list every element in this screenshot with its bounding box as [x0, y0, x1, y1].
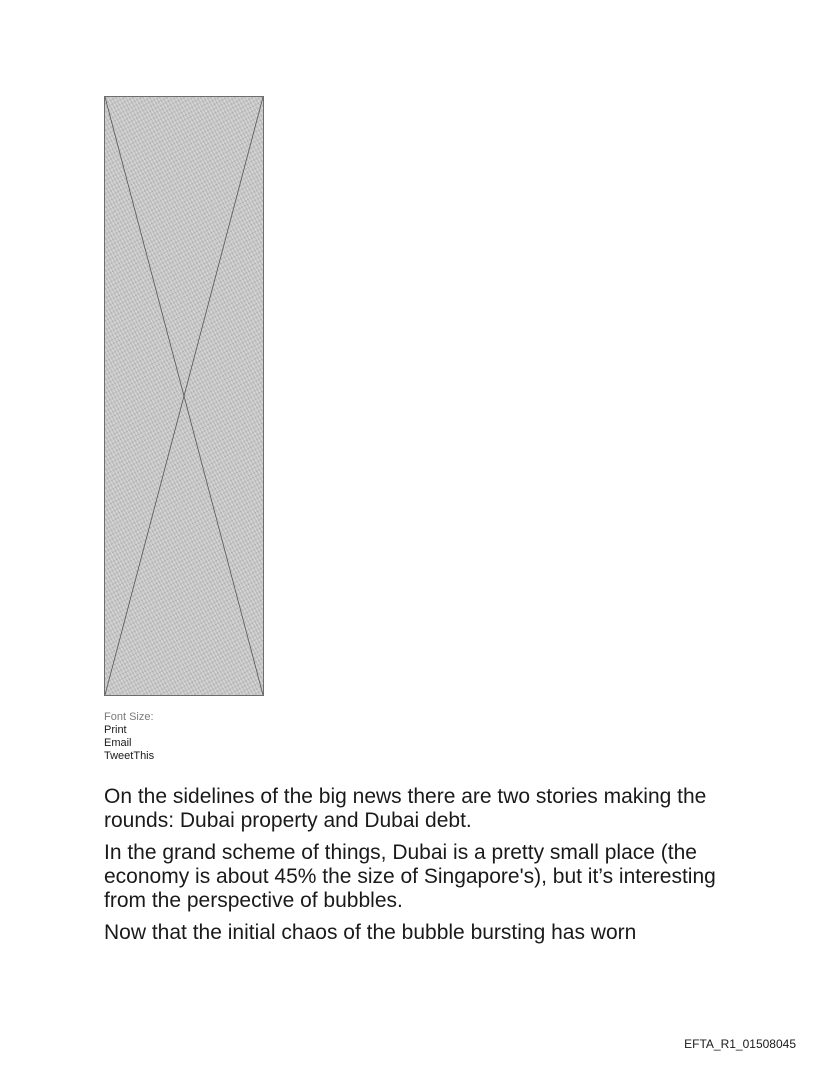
- image-cross-icon: [105, 97, 263, 695]
- article-body: [104, 785, 724, 953]
- print-link[interactable]: Print: [104, 724, 127, 736]
- missing-image-placeholder: [104, 96, 264, 696]
- document-id: EFTA_R1_01508045: [684, 1037, 796, 1051]
- article-tools: [104, 711, 154, 763]
- font-size-label: Font Size:: [104, 711, 154, 723]
- tweet-this-link[interactable]: TweetThis: [104, 750, 155, 762]
- article-paragraph: Now that the initial chaos of the bubble bursting has worn: [104, 921, 637, 944]
- email-link[interactable]: Email: [104, 737, 132, 749]
- article-paragraph: On the sidelines of the big news there are two stories making the rounds: Dubai property and Dubai debt.: [104, 785, 707, 832]
- article-paragraph: In the grand scheme of things, Dubai is a pretty small place (the economy is about 45% the size of Singapore's), but it’s interesting from the perspective of bubbles.: [104, 841, 716, 912]
